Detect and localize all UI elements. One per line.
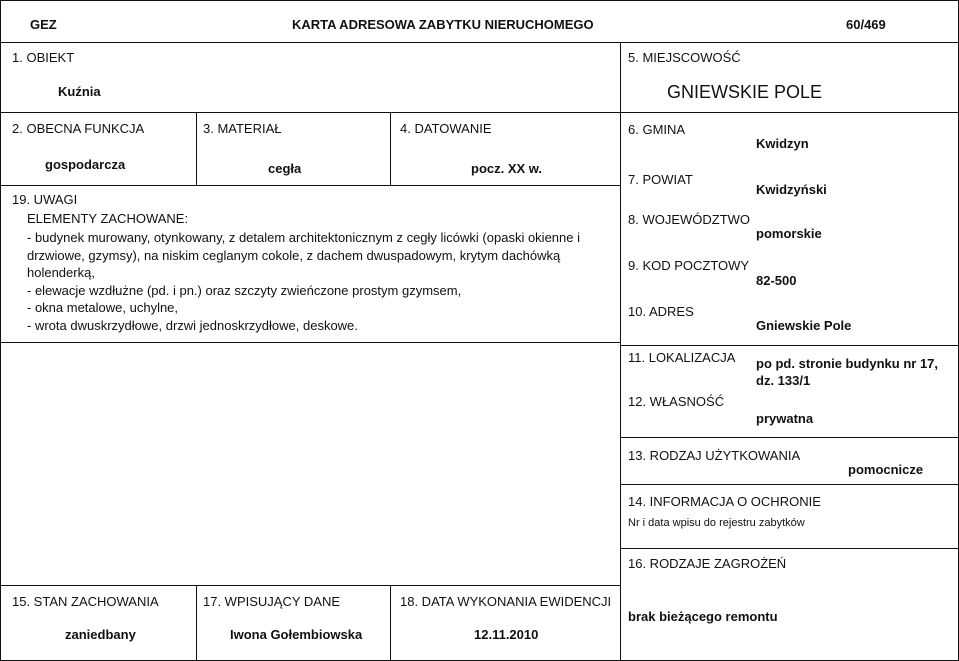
uzytkowanie-label: 13. RODZAJ UŻYTKOWANIA [628, 448, 801, 463]
rule-right-adres [620, 345, 959, 346]
rule-uwagi-bottom [0, 342, 620, 343]
lokalizacja-value: po pd. stronie budynku nr 17, dz. 133/1 [756, 356, 939, 388]
uwagi-line: - wrota dwuskrzydłowe, drzwi jednoskrzydłowe, deskowe. [27, 318, 358, 333]
datowanie-value: pocz. XX w. [471, 161, 543, 176]
rule-right-uzytkowanie [620, 484, 959, 485]
uwagi-line: - elewacje wzdłużne (pd. i pn.) oraz szczyty zwieńczone prostym gzymsem, [27, 283, 462, 298]
uwagi-line: - budynek murowany, otynkowany, z detalem architektonicznym z cegły licówki (opaski okienne i [27, 230, 580, 245]
rule-header [0, 42, 959, 43]
wlasnosc-label: 12. WŁASNOŚĆ [628, 394, 725, 409]
adres-value: Gniewskie Pole [756, 318, 852, 333]
uwagi-line: drzwiowe, gzymsy), na niskim ceglanym cokole, z dachem dwuspadowym, krytym dachówką [27, 248, 561, 263]
funkcja-value: gospodarcza [45, 157, 126, 172]
funkcja-label: 2. OBECNA FUNKCJA [12, 121, 145, 136]
material-label: 3. MATERIAŁ [203, 121, 282, 136]
obiekt-label: 1. OBIEKT [12, 50, 75, 65]
border-top [0, 0, 959, 1]
obiekt-value: Kuźnia [58, 84, 101, 99]
rule-main-divider [620, 42, 621, 661]
datowanie-label: 4. DATOWANIE [400, 121, 492, 136]
rule-right-ochrona [620, 548, 959, 549]
stan-label: 15. STAN ZACHOWANIA [12, 594, 159, 609]
card-number: 60/469 [846, 17, 886, 32]
wojewodztwo-label: 8. WOJEWÓDZTWO [628, 212, 751, 227]
zagrozenia-label: 16. RODZAJE ZAGROŻEŃ [628, 556, 787, 571]
rule-col-2 [196, 112, 197, 185]
material-value: cegła [268, 161, 302, 176]
page-title: KARTA ADRESOWA ZABYTKU NIERUCHOMEGO [292, 17, 594, 32]
zagrozenia-value: brak bieżącego remontu [628, 609, 778, 624]
kod-value: 82-500 [756, 273, 797, 288]
uwagi-line: holenderką, [27, 265, 95, 280]
gmina-value: Kwidzyn [756, 136, 809, 151]
miejscowosc-value: GNIEWSKIE POLE [667, 82, 823, 102]
ochrona-label: 14. INFORMACJA O OCHRONIE [628, 494, 821, 509]
rule-right-wlasnosc [620, 437, 959, 438]
data-ewidencji-label: 18. DATA WYKONANIA EWIDENCJI [400, 594, 612, 609]
adres-label: 10. ADRES [628, 304, 694, 319]
rule-funkcja [0, 185, 620, 186]
rule-col-3 [390, 112, 391, 185]
border-left [0, 0, 1, 661]
ochrona-sublabel: Nr i data wpisu do rejestru zabytków [628, 517, 805, 529]
wojewodztwo-value: pomorskie [756, 226, 822, 241]
gmina-label: 6. GMINA [628, 122, 686, 137]
rule-bottom-col-3 [390, 585, 391, 661]
stan-value: zaniedbany [65, 627, 136, 642]
powiat-value: Kwidzyński [756, 182, 827, 197]
uwagi-line: - okna metalowe, uchylne, [27, 300, 179, 315]
uwagi-heading: ELEMENTY ZACHOWANE: [27, 211, 189, 226]
rule-bottom-col-2 [196, 585, 197, 661]
rule-bottom-block [0, 585, 620, 586]
powiat-label: 7. POWIAT [628, 172, 693, 187]
wlasnosc-value: prywatna [756, 411, 814, 426]
wpisujacy-label: 17. WPISUJĄCY DANE [203, 594, 341, 609]
uzytkowanie-value: pomocnicze [848, 462, 924, 477]
rule-obiekt [0, 112, 959, 113]
kod-label: 9. KOD POCZTOWY [628, 258, 750, 273]
data-ewidencji-value: 12.11.2010 [474, 627, 539, 642]
header-left: GEZ [30, 17, 57, 32]
uwagi-label: 19. UWAGI [12, 192, 78, 207]
wpisujacy-value: Iwona Gołembiowska [230, 627, 363, 642]
miejscowosc-label: 5. MIEJSCOWOŚĆ [628, 50, 741, 65]
lokalizacja-label: 11. LOKALIZACJA [628, 350, 736, 365]
